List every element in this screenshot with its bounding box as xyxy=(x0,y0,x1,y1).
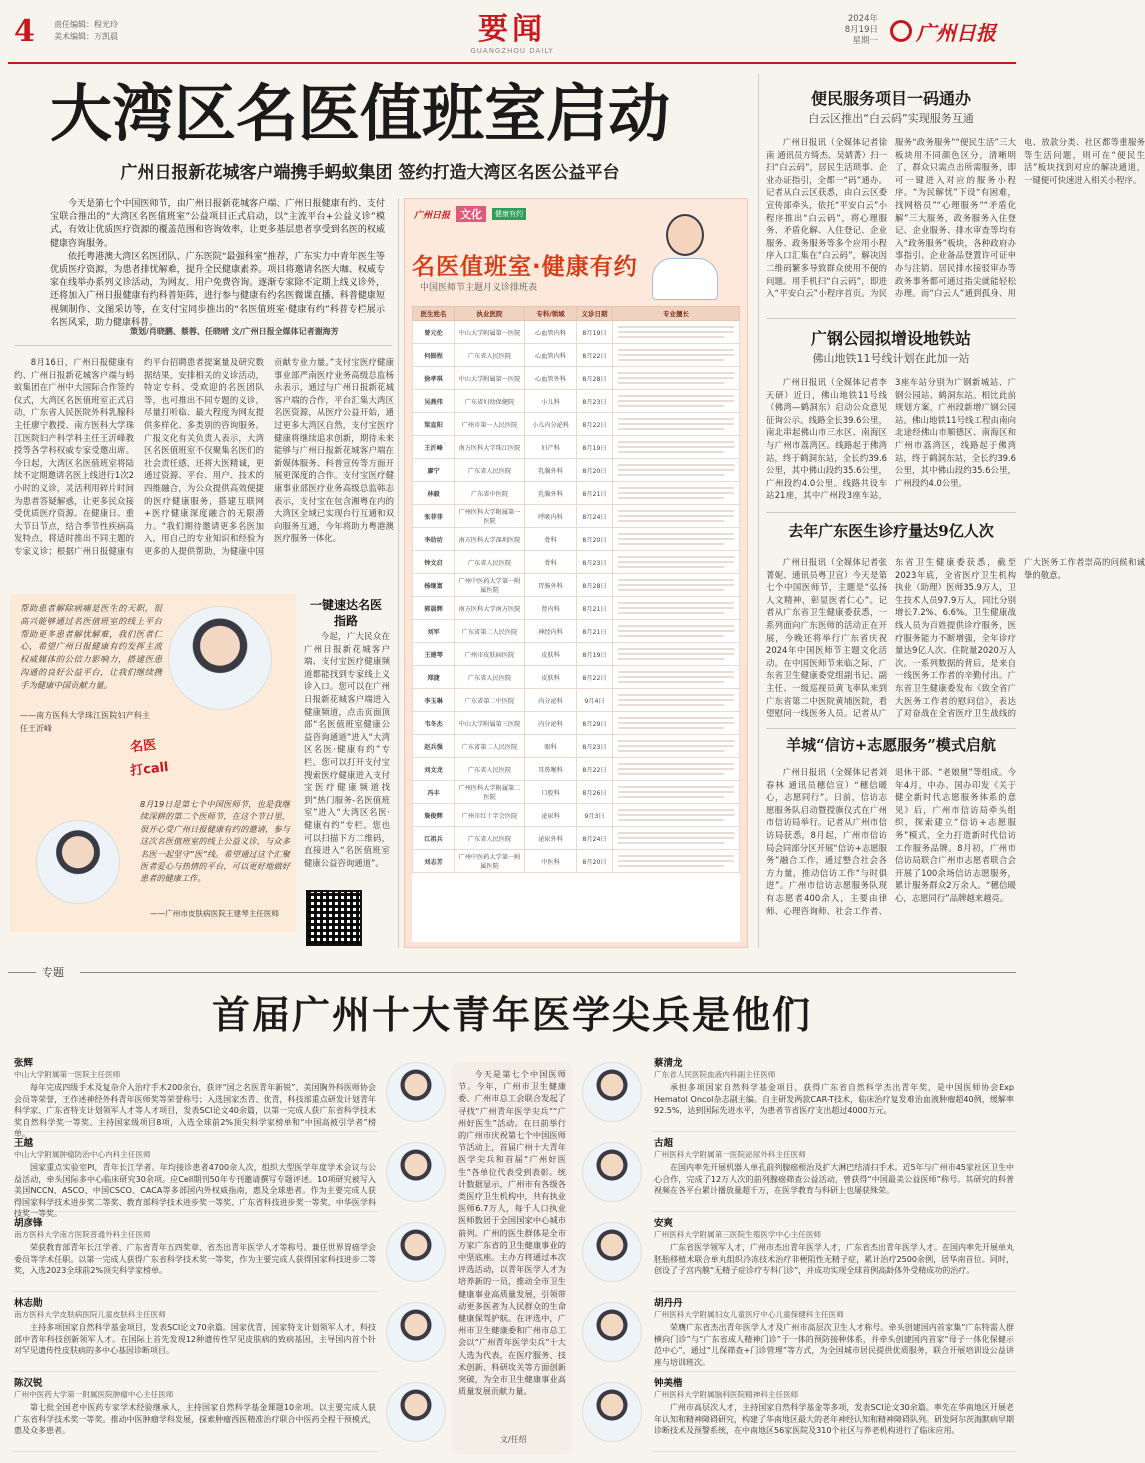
news4-title: 羊城“信访+志愿服务”模式启航 xyxy=(786,736,996,754)
special-headline: 首届广州十大青年医学尖兵是他们 xyxy=(211,992,812,1037)
row-expertise-lines xyxy=(613,321,740,344)
row-doctor: 钟文启 xyxy=(413,551,455,574)
profile-role: 广东省人民医院血液内科副主任医师 xyxy=(654,1070,776,1079)
row-hospital: 广东省中医院 xyxy=(455,482,525,505)
row-specialty: 呼吸内科 xyxy=(525,505,577,528)
row-specialty: 骨科 xyxy=(525,528,577,551)
row-hospital: 中山大学附属第三医院 xyxy=(455,712,525,735)
special-rule-left xyxy=(8,972,36,973)
special-left-column xyxy=(12,1052,378,1456)
row-expertise-lines xyxy=(613,390,740,413)
schedule-row xyxy=(413,620,740,643)
row-date: 8月23日 xyxy=(577,551,613,574)
row-doctor: 何振程 xyxy=(413,344,455,367)
row-hospital: 中山大学附属第一医院 xyxy=(455,367,525,390)
profile-role: 广州医科大学附属第三医院生殖医学中心主任医师 xyxy=(654,1230,822,1239)
guide-body: 今起，广大民众在广州日报新花城客户端、支付宝医疗健康频道都能找到专家线上义诊入口。您可以在广州日报新花城客户端进入健康频道，点击页面顶部“名医值班室健康公益咨询通道”进入“大湾区名医·健康有约”专栏。您可以打开支付宝搜索医疗健康进入支付宝医疗健康频道找到“热门服务-名医值班室”进入“大湾区名医·健康有约”专栏。您也可以扫描下方二维码，直接进入“名医值班室健康公益咨询通道”。 xyxy=(304,631,390,868)
row-expertise-lines xyxy=(613,597,740,620)
special-middle-body: 今天是第七个中国医师节。今年，广州市卫生健康委、广州市总工会联合发起了寻找“广州青年医学尖兵”“广州好医生”活动。在日前举行的广州市庆祝第七个中国医师节活动上，首届广州十大青年医学尖兵和首届“广州好医生”各单位代表受到表彰。统计数据显示，广州市有各级各类医疗卫生机构中，共有执业医师6.7万人，每千人口执业医师数居于全国国家中心城市前列。广州的医生群体是全市万家广东省的卫生健康事业的中坚底座。主办方将通过本次评选活动，以青年医学人才为培养新的一员，推动全市卫生健康事业高质量发展，引领带动更多医者为人民群众的生命健康保驾护航。在评选中，广州市卫生健康委和广州市总工会以“广州青年医学尖兵”十大人选为代表，在医疗服务、技术创新、科研攻关等方面创新突破，为全市卫生健康事业高质量发展贡献力量。 xyxy=(458,1069,566,1397)
row-expertise-lines xyxy=(613,735,740,758)
row-date: 8月19日 xyxy=(577,321,613,344)
row-doctor: 吴燕伟 xyxy=(413,390,455,413)
row-hospital: 广州市红十字会医院 xyxy=(455,804,525,827)
poster-doctor-illustration xyxy=(636,208,732,300)
row-doctor: 徐孝琪 xyxy=(413,367,455,390)
row-specialty: 内分泌科 xyxy=(525,712,577,735)
profile-name: 林志勋 xyxy=(14,1298,43,1309)
quote-2: 8月19日是第七个中国医师节，也是我继续深耕的第二个医师节，在这个节日里，很开心受广州日报健康有约的邀请，参与这次名医值班室的线上公益义诊，与众多名医一起坚守“医”线。希望通过这个汇聚医者爱心与热情的平台，可以更好地做好患者的健康工作。 xyxy=(140,799,290,884)
row-hospital: 广州中医药大学第一附属医院 xyxy=(455,574,525,597)
intro-divider xyxy=(14,345,392,346)
stamp-call: 打call xyxy=(129,760,170,779)
row-hospital: 广东省人民医院 xyxy=(455,344,525,367)
news2-subtitle: 佛山地铁11号线计划在此加一站 xyxy=(812,352,970,365)
special-left-photos xyxy=(382,1052,446,1456)
row-specialty: 乳腺外科 xyxy=(525,459,577,482)
row-date: 8月21日 xyxy=(577,482,613,505)
row-date: 8月19日 xyxy=(577,436,613,459)
col-date: 义诊日期 xyxy=(577,307,613,321)
row-specialty: 皮肤科 xyxy=(525,643,577,666)
row-date: 8月29日 xyxy=(577,712,613,735)
row-date: 9月3日 xyxy=(577,804,613,827)
row-doctor: 刘志芳 xyxy=(413,850,455,873)
row-doctor: 王沂峰 xyxy=(413,436,455,459)
profile-name: 王越 xyxy=(14,1138,34,1149)
poster-right-divider xyxy=(758,74,759,948)
doctor-profile xyxy=(652,1372,1016,1452)
lead-poster-divider xyxy=(398,198,399,948)
row-expertise-lines xyxy=(613,413,740,436)
row-doctor: 郭晨辉 xyxy=(413,597,455,620)
lead-headline: 大湾区名医值班室启动 xyxy=(50,77,671,150)
row-expertise-lines xyxy=(613,344,740,367)
row-hospital: 广东省人民医院 xyxy=(455,666,525,689)
row-hospital: 广东省人民医院 xyxy=(455,551,525,574)
profile-photo xyxy=(582,1142,642,1202)
row-date: 8月24日 xyxy=(577,827,613,850)
row-date: 8月22日 xyxy=(577,413,613,436)
news2-body: 广州日报讯（全媒体记者李天研）近日，佛山地铁11号线（佛湾—鹤洞东）启动公众意见征询公示。线路全长39.6公里，南北串起佛山市三水区、南海区与广州市荔湾区。线路起于佛湾站，终于鹤洞东站，全长约39.6公里，其中佛山段约35.6公里，广州段约4.0公里。线路共设车站21座，其中广州段3座车站，3座车站分别为广钢新城站、广钢公园站、鹤洞东站。相比此前规划方案，广州段新增广钢公园站。佛山地铁11号线工程由南向北途经佛山市顺德区、南海区和广州市荔湾区，线路起于佛湾站，终于鹤洞东站，全长约39.6公里，其中佛山段约35.6公里，广州段约4.0公里。 xyxy=(766,377,1016,501)
profile-desc: 荣膺广东省杰出青年医学人才及广州市高层次卫生人才称号。牵头创建国内首家集“广东特需人群横向门诊”与“广东省成人精神门诊”于一体的预防接种体系，并牵头创建国内首家“母子一体化保健示范中心”，通过“儿保筛查+门诊管理”等方式，为全国城市居民提供优质服务，联合开展培训设公益讲座与培训班次。 xyxy=(654,1323,1014,1367)
guide-title: 一键速达名医指路 xyxy=(309,598,382,628)
news1-subtitle: 白云区推出“白云码”实现服务互通 xyxy=(808,112,974,125)
row-doctor: 廖宁 xyxy=(413,459,455,482)
poster-brand-text: 广州日报 xyxy=(414,210,451,221)
row-date: 8月21日 xyxy=(577,597,613,620)
row-hospital: 广州中医药大学第一附属医院 xyxy=(455,850,525,873)
profile-name: 张辉 xyxy=(14,1058,34,1069)
profile-desc: 广东省医学领军人才，广州市杰出青年医学人才，广东省杰出青年医学人才。在国内率先开展单丸胚胎移植术联合单丸组织冷冻技术治疗非梗阻性无精子症，累计治疗2500余例，居华南首位。同时，创设了子宫内膜“无精子症诊疗专科门诊”，并成功实现全球首例高龄体外受精成功的治疗。 xyxy=(654,1243,1014,1276)
row-specialty: 耳鼻喉科 xyxy=(525,758,577,781)
schedule-row xyxy=(413,804,740,827)
row-date: 8月28日 xyxy=(577,367,613,390)
row-date: 8月20日 xyxy=(577,850,613,873)
row-date: 8月21日 xyxy=(577,620,613,643)
special-tag: 专题 xyxy=(42,966,64,979)
row-expertise-lines xyxy=(613,689,740,712)
row-specialty: 骨科 xyxy=(525,551,577,574)
lead-subtitle: 广州日报新花城客户端携手蚂蚁集团 签约打造大湾区名医公益平台 xyxy=(120,163,620,183)
schedule-row xyxy=(413,436,740,459)
row-specialty: 口腔科 xyxy=(525,781,577,804)
row-specialty: 妇产科 xyxy=(525,436,577,459)
quote-2-author: ——广州市皮肤病医院王建琴主任医师 xyxy=(150,909,280,918)
doctor-profile xyxy=(12,1212,378,1292)
profile-photo xyxy=(386,1142,446,1202)
row-specialty: 泌尿外科 xyxy=(525,827,577,850)
row-doctor: 杨继富 xyxy=(413,574,455,597)
row-hospital: 广州市第一人民医院 xyxy=(455,413,525,436)
profile-desc: 主持多项国家自然科学基金项目，发表SCI论文70余篇。国家优青，国家特支计划领军人才，科技部中青年科技创新领军人才。在国际上首先发现12种遗传性罕见皮肤病的致病基因，主导国内首个针对罕见遗传性皮肤病的多中心基因诊断项目。 xyxy=(14,1323,376,1356)
row-hospital: 广州医科大学附属第一医院 xyxy=(455,505,525,528)
schedule-row xyxy=(413,390,740,413)
profile-photo xyxy=(582,1382,642,1442)
logo-text: 广州日报 xyxy=(916,20,996,45)
news1-title: 便民服务项目一码通办 xyxy=(810,89,971,108)
row-expertise-lines xyxy=(613,482,740,505)
schedule-row xyxy=(413,712,740,735)
doctor-profile xyxy=(12,1052,378,1139)
row-hospital: 中山大学附属第一医院 xyxy=(455,321,525,344)
row-expertise-lines xyxy=(613,758,740,781)
profile-name: 胡彦锋 xyxy=(14,1218,43,1229)
row-specialty: 小儿科 xyxy=(525,390,577,413)
schedule-row xyxy=(413,758,740,781)
schedule-table-wrap xyxy=(412,306,740,942)
profile-desc: 在国内率先开展机器人单孔前列腺癌根治及扩大淋巴结清扫手术。近5年与广州市45家社区卫生中心合作，完成了12万人次的前列腺癌筛查公益活动，曾获得“中国最美公益医师”称号。其研究的科普视频在各平台累计播放量超千万，在医学教育与科研上也屡获殊荣。 xyxy=(654,1163,1014,1196)
news3-divider xyxy=(766,728,1016,729)
row-doctor: 李玉琳 xyxy=(413,689,455,712)
editor-credits xyxy=(54,19,118,43)
row-date: 8月20日 xyxy=(577,528,613,551)
profile-name: 安爽 xyxy=(654,1218,674,1229)
row-specialty: 小儿内分泌科 xyxy=(525,413,577,436)
row-expertise-lines xyxy=(613,643,740,666)
profile-role: 广州中医药大学第一附属医院肿瘤中心主任医师 xyxy=(14,1390,174,1399)
qr-code[interactable] xyxy=(306,890,362,946)
profile-name: 胡丹丹 xyxy=(654,1298,683,1309)
profile-role: 广州医科大学附属妇女儿童医疗中心儿童保健科主任医师 xyxy=(654,1310,844,1319)
schedule-row xyxy=(413,344,740,367)
profile-desc: 每年完成四级手术及复杂介入治疗手术200余台，获评“国之名医青年新锐”、美国胸外科医师协会会员等荣誉，王作述神经外科青年医师奖等荣誉称号；入选国家杰青、优青，科技部重点研发计划青年科学家、广东省特支计划领军人才等人才项目，发表SCI论文40余篇，以第一完成人获广东省科学技术奖自然科学奖一等奖、主持国家级项目8项，入选全球前2%顶尖科学家榜单和“中国高被引学者”榜单。 xyxy=(14,1083,376,1139)
row-specialty: 内分泌科 xyxy=(525,689,577,712)
row-hospital: 南方医科大学深圳医院 xyxy=(455,528,525,551)
row-specialty: 乳腺外科 xyxy=(525,482,577,505)
doctor-profile xyxy=(12,1292,378,1372)
poster-title: 名医值班室·健康有约 xyxy=(412,254,638,280)
row-expertise-lines xyxy=(613,505,740,528)
row-hospital: 广东省人民医院 xyxy=(455,758,525,781)
row-hospital: 广州市皮肤病医院 xyxy=(455,643,525,666)
row-specialty: 眼科 xyxy=(525,735,577,758)
quote-1-author: ——南方医科大学珠江医院妇产科主任王沂峰 xyxy=(20,711,150,733)
row-expertise-lines xyxy=(613,827,740,850)
quote-1: 帮助患者解除病痛是医生的天职，很高兴能够通过名医值班室的线上平台帮助更多患者解忧解难，我们医者仁心，希望广州日报健康有约发挥主流权威媒体的公信力影响力，搭建医患沟通的良好公益平台，让我们继续携手为健康中国贡献力量。 xyxy=(20,603,162,690)
row-date: 8月20日 xyxy=(577,459,613,482)
row-date: 8月22日 xyxy=(577,344,613,367)
doctor-photo-wangjianqin xyxy=(36,820,120,904)
news2-divider xyxy=(766,512,1016,513)
row-expertise-lines xyxy=(613,712,740,735)
doctor-profile xyxy=(652,1212,1016,1292)
schedule-row xyxy=(413,367,740,390)
row-date: 9月4日 xyxy=(577,689,613,712)
schedule-row xyxy=(413,551,740,574)
art-editor-line: 美术编辑：万凯晨 xyxy=(54,32,118,41)
row-date: 8月23日 xyxy=(577,390,613,413)
profile-desc: 国家重点实验室PI，青年长江学者。年均接诊患者4700余人次，组织大型医学年度学术会议与公益活动，牵头国际多中心临床研究30余项。应Cell期刊50年专刊邀请撰写专题评述。10项研究被写入美国NCCN、ASCO、中国CSCO、CACA等多部国内外权威指南，惠及全球患者。作为主要完成人获得国家科学技术进步奖二等奖、教育部科学技术进步奖一等奖、广东省科技进步奖一等奖、中华医学科技奖一等奖。 xyxy=(14,1163,376,1219)
profile-photo xyxy=(386,1222,446,1282)
row-doctor: 郑捷 xyxy=(413,666,455,689)
profile-name: 陈汉锐 xyxy=(14,1378,43,1389)
row-hospital: 南方医科大学珠江医院 xyxy=(455,436,525,459)
row-date: 8月22日 xyxy=(577,666,613,689)
schedule-row xyxy=(413,574,740,597)
section-title: 要闻 xyxy=(478,12,546,47)
row-hospital: 广东省第二中医院 xyxy=(455,689,525,712)
profile-desc: 荣获教育部青年长江学者、广东省青年五四奖章、省杰出青年医学人才等称号。兼任世界胃癌学会委员等学术任职。以第一完成人获得广东省科学技术奖一等奖，作为主要完成人获得国家科技进步二等奖，入选2023全球前2%顶尖科学家榜单。 xyxy=(14,1243,376,1276)
profile-photo xyxy=(386,1062,446,1122)
profile-role: 中山大学附属肿瘤防治中心内科主任医师 xyxy=(14,1150,151,1159)
doctor-profile xyxy=(652,1132,1016,1212)
date-weekday: 星期一 xyxy=(852,36,878,46)
row-specialty: 心血管内科 xyxy=(525,344,577,367)
news1-body: 广州日报讯（全媒体记者徐南 通讯员方绮杰、吴婧菁）扫一扫“白云码”，居民生活琐事、企业办证指引，全都一“码”通办。记者从白云区获悉，由白云区委宣传部牵头，依托“平安白云”小程序推出“白云码”，将心理服务、矛盾化解、入住登记、企业服务、政务服务等多个应用小程序入口汇集在“白云码”，解决因二维码繁多导致群众使用不便的问题。用手机扫“白云码”，即进入“平安白云”小程序首页。为民服务“政务服务”“便民生活”三大板块用不同颜色区分，清晰明了，群众只需点击所需服务，即可一键进入对应的服务小程序。“为民解忧”下设“有困难，找网格员”“心理服务”“矛盾化解”三大服务，政务服务入住登记、企业服务、排水审查等均有入“政务服务”板块，各种政府办事指引、企业备品登置许可证申办与注销、居民排水接驳审办等政务事务都可通过指尖就能轻松办理。而“白云人”通到孤身、用电、放款分类、社区都等重服务等生活问题，则可在“便民生活”板块找到对应的解决通道，一键便可快速进入相关小程序。 xyxy=(766,137,1145,299)
profile-role: 广州医科大学附属脑科医院精神科主任医师 xyxy=(654,1390,799,1399)
row-expertise-lines xyxy=(613,620,740,643)
schedule-row xyxy=(413,459,740,482)
doctor-profile xyxy=(12,1372,378,1452)
schedule-row xyxy=(413,735,740,758)
row-doctor: 韦冬杰 xyxy=(413,712,455,735)
doctor-profile xyxy=(12,1132,378,1219)
poster-brand-culture: 文化 xyxy=(456,206,486,222)
news2-title: 广钢公园拟增设地铁站 xyxy=(810,329,971,348)
row-doctor: 李幼坊 xyxy=(413,528,455,551)
lead-body: 8月16日，广州日报健康有约、广州日报新花城客户端与蚂蚁集团在广州中大国际合作签约仪式，大湾区名医值班室正式启动，广东省人民医院外科乳腺科主任廖宁教授、南方医科大学珠江医院妇产科学科主任王沂峰教授等各学科权威专家受邀出席。今日起，大湾区名医值班室将陆续不定期邀请名医上线进行1次2小时的义诊，灵活利用碎片时间为患者答疑解惑，让更多民众接受优质医疗资源。在健康日、重大节日节点，结合季节性疾病高发特点，将适时推出不同主题的专家义诊；根据广州日报健康有约平台招聘患者提案量及研究数据结果，安排相关的义诊活动，特定专科、受欢迎的名医团队等，也可推出不同专题的义诊，尽量打听临、最大程度为网友提供多样化、多类别的咨询服务。广报文化有关负责人表示，大湾区名医值班室不仅聚集名医们的社会责任感，还将大医精诚，更通过资源、平台、用户、技术的四维融合，为公众提供高效便捷的医疗健康服务，搭建互联网+医疗健康深度融合的无限潜力。“我们期待邀请更多名医加入，用自己的专业知识和经验为更多的人提供帮助，为健康中国贡献专业力量。”支付宝医疗健康事业部严南医疗业务高级总监杨永表示，通过与广州日报新花城客户端的合作，平台汇集大湾区名医资源，从医疗公益开始，通过更多大湾区自然，支付宝医疗健康将继续追求创新，期待未来能够与广州日报新花城客户端在新媒体服务、科普宣传等方面开展更深度的合作。支付宝医疗健康事业部医疗业务高级总监韩志表示，支付宝在包含湘粤在内的大湾区全域已实现台行互通和双向服务互通，今年将助力粤港澳医疗服务一体化。 xyxy=(14,357,394,556)
schedule-row xyxy=(413,827,740,850)
schedule-row xyxy=(413,781,740,804)
editor-line: 责任编辑：程光玲 xyxy=(54,20,118,29)
schedule-row xyxy=(413,850,740,873)
intro-paragraph-1: 今天是第七个中国医师节，由广州日报新花城客户端、广州日报健康有约、支付宝联合推出的“大湾区名医值班室”公益项目正式启动，以“主流平台+公益义诊”模式，有效让优质医疗资源的覆盖范围和咨询效率，让更多基层患者享受到名医的权威健康咨询服务。 xyxy=(50,199,385,249)
row-doctor: 刘文龙 xyxy=(413,758,455,781)
row-specialty: 神经内科 xyxy=(525,620,577,643)
date-year: 2024年 xyxy=(847,14,878,24)
poster-badge: 健康有约 xyxy=(492,208,526,220)
row-doctor: 江祖兵 xyxy=(413,827,455,850)
row-date: 8月23日 xyxy=(577,735,613,758)
row-expertise-lines xyxy=(613,850,740,873)
row-doctor: 林毅 xyxy=(413,482,455,505)
lead-intro xyxy=(50,198,385,338)
row-doctor: 赵兵强 xyxy=(413,735,455,758)
schedule-row xyxy=(413,528,740,551)
col-specialty: 专科/领域 xyxy=(525,307,577,321)
profile-name: 钟美楷 xyxy=(654,1378,683,1389)
row-doctor: 曾元伦 xyxy=(413,321,455,344)
logo-mark-icon xyxy=(890,20,912,42)
profile-photo xyxy=(386,1302,446,1362)
row-expertise-lines xyxy=(613,804,740,827)
special-rule-right xyxy=(80,972,1016,973)
special-right-column xyxy=(652,1052,1016,1456)
stamp-famous-doctor: 名医 xyxy=(129,737,157,756)
row-specialty: 肾内科 xyxy=(525,597,577,620)
row-doctor: 刘军 xyxy=(413,620,455,643)
schedule-row xyxy=(413,666,740,689)
poster-brand xyxy=(414,206,526,222)
profile-desc: 广州市高层次人才，主持国家自然科学基金等多项，发表SCI论文30余篇。率先在华南地区开展老年认知和精神障碍研究，构建了华南地区最大的老年神经认知和精神障碍队列。研发阿尔茨海默病早期诊断技术及预警系统，在中南地区56家医院及310个社区与养老机构进行了临床应用。 xyxy=(654,1403,1014,1436)
row-specialty: 皮肤科 xyxy=(525,666,577,689)
profile-photo xyxy=(582,1302,642,1362)
row-hospital: 广东省人民医院 xyxy=(455,459,525,482)
profile-desc: 承担多项国家自然科学基金项目，获得广东省自然科学杰出青年奖，是中国医师协会Exp Hematol Oncol杂志副主编。自主研发两款CAR-T技术，临床治疗复发难治血液肿瘤超40例，缓解率92.5%，达到国际先进水平，为患者节省医疗支出超过4000万元。 xyxy=(654,1083,1014,1116)
profile-photo xyxy=(582,1222,642,1282)
profile-role: 南方医科大学南方医院普通外科主任医师 xyxy=(14,1230,151,1239)
schedule-row xyxy=(413,321,740,344)
row-specialty: 中医科 xyxy=(525,850,577,873)
issue-date xyxy=(830,14,878,47)
news1-divider xyxy=(766,318,1016,319)
header-rule xyxy=(8,62,1016,64)
intro-paragraph-2: 依托粤港澳大湾区名医团队、广东医院“最强科室”推荐，广东实力中青年医生等优质医疗资源，为患者排忧解难，提升全民健康素养。项目将邀请名医大咖、权威专家在线举办系列义诊活动，为网友、用户免费咨询。逐渐专家除不定期上线义诊外，还将加入广州日报健康有约科普矩阵，进行参与健康有约名医微课直播、科普健康短视频制作、文图采访等，在支付宝同步推出的“名医值班室·健康有约”科普专栏展示名医风采，助力健康科普。 xyxy=(50,251,385,328)
row-specialty: 心血管外科 xyxy=(525,367,577,390)
schedule-rows xyxy=(413,321,740,873)
row-date: 8月22日 xyxy=(577,758,613,781)
schedule-table xyxy=(412,306,740,873)
row-doctor: 冯丰 xyxy=(413,781,455,804)
page-number: 4 xyxy=(14,14,35,49)
row-hospital: 广州医科大学附属第二医院 xyxy=(455,781,525,804)
col-expertise: 专业擅长 xyxy=(613,307,740,321)
col-hospital: 执业医院 xyxy=(455,307,525,321)
row-specialty: 胃肠外科 xyxy=(525,574,577,597)
schedule-row xyxy=(413,597,740,620)
row-doctor: 王建琴 xyxy=(413,643,455,666)
row-hospital: 南方医科大学南方医院 xyxy=(455,597,525,620)
section-title-en: GUANGZHOU DAILY xyxy=(470,47,554,55)
row-specialty: 泌尿科 xyxy=(525,804,577,827)
row-expertise-lines xyxy=(613,528,740,551)
schedule-row xyxy=(413,643,740,666)
row-date: 8月19日 xyxy=(577,643,613,666)
doctor-photo-wangyifeng xyxy=(168,606,272,710)
row-hospital: 广东省人民医院 xyxy=(455,827,525,850)
date-month-day: 8月19日 xyxy=(844,25,878,35)
profile-role: 广州医科大学附属第一医院泌尿外科主任医师 xyxy=(654,1150,806,1159)
row-expertise-lines xyxy=(613,436,740,459)
schedule-row xyxy=(413,505,740,528)
row-specialty: 心血管内科 xyxy=(525,321,577,344)
row-doctor: 梁直阳 xyxy=(413,413,455,436)
row-expertise-lines xyxy=(613,367,740,390)
row-hospital: 广东省第二人民医院 xyxy=(455,735,525,758)
profile-role: 南方医科大学皮肤病医院儿童皮肤科主任医师 xyxy=(14,1310,166,1319)
profile-name: 古超 xyxy=(654,1138,674,1149)
schedule-row xyxy=(413,689,740,712)
special-right-photos xyxy=(578,1052,648,1456)
profile-desc: 第七批全国老中医药专家学术经验继承人，主持国家自然科学基金课题10余项。以主要完成人获广东省科学技术奖一等奖。推动中医肿瘤学科发展，探索肿瘤西医精准治疗联合中医药全程干预模式，惠及众多患者。 xyxy=(14,1403,376,1436)
row-date: 8月26日 xyxy=(577,781,613,804)
row-date: 8月24日 xyxy=(577,505,613,528)
lead-credit: 策划/肖晓鹏、蔡蓉、任晓晴 文/广州日报全媒体记者谢海芳 xyxy=(130,327,339,336)
row-expertise-lines xyxy=(613,574,740,597)
profile-photo xyxy=(386,1382,446,1442)
profile-photo xyxy=(582,1062,642,1122)
row-hospital: 广东省妇幼保健院 xyxy=(455,390,525,413)
special-middle-credit: 文/任绍 xyxy=(500,1435,527,1444)
row-hospital: 广东省第二人民医院 xyxy=(455,620,525,643)
news3-body: 广州日报讯（全媒体记者张菁妮、通讯员粤卫宣）今天是第七个中国医师节，主题是“弘扬人文精神，彰显医者仁心”。记者从广东省卫生健康委获悉，一系列面向广东医师的活动正在开展，今晚还将举行广东省庆祝2024年中国医师节主题文化活动。在中国医师节来临之际，广东省卫生健康委党组副书记、副主任、一级巡视员黄飞率队来到广东省第二中医院黄埔医院，看望慰问一线医务人员。记者从广东省卫生健康委获悉，截至2023年底，全省医疗卫生机构执业（助理）医师35.9万人，卫生技术人员97.9万人，同比分别增长7.2%、6.6%。卫生健康战线人员为百姓提供诊疗服务，医疗服务能力不断增强，全年诊疗量达9亿人次、住院量2020万人次。一系列数据的背后，是来自一线医务工作者的辛勤付出。广东省卫生健康委发布《致全省广大医务工作者的慰问信》，表达了对奋战在全省医疗卫生战线的广大医务工作者崇高的问候和诚挚的敬意。 xyxy=(766,557,1145,719)
profile-role: 中山大学附属第一医院主任医师 xyxy=(14,1070,121,1079)
doctor-profile xyxy=(652,1052,1016,1132)
schedule-row xyxy=(413,482,740,505)
row-expertise-lines xyxy=(613,781,740,804)
news4-body: 广州日报讯（全媒体记者刘春林 通讯员穗信宣）“穗信暖心，志愿同行”。日前，信访志愿服务队启动暨授旗仪式在广州市信访局举行。记者从广州市信访局获悉，8月起，广州市信访局会同部分区开展“信访+志愿服务”融合工作，通过整合社会各方力量，推动信访工作“与时俱进”。广州市信访志愿服务队现有志愿者400余人，主要由律师、心理咨询师、社会工作者、退休干部、“老娘舅”等组成。今年4月，中办、国办印发《关于健全新时代志愿服务体系的意见》后，广州市信访局牵头组织，探索建立“信访+志愿服务”模式，全力打造新时代信访工作服务品牌。8月初，广州市信访局联合广州市志愿者联合会开展了100余场信访志愿服务，累计服务群众2万余人。“穗信暖心，志愿同行”品牌越来越亮。 xyxy=(766,767,1016,916)
profile-name: 蔡清龙 xyxy=(654,1058,683,1069)
row-doctor: 张菲菲 xyxy=(413,505,455,528)
row-expertise-lines xyxy=(613,666,740,689)
row-doctor: 詹俊辉 xyxy=(413,804,455,827)
row-date: 8月28日 xyxy=(577,574,613,597)
poster-subtitle: 中国医师节主题月义诊排班表 xyxy=(420,283,538,293)
row-expertise-lines xyxy=(613,551,740,574)
schedule-row xyxy=(413,413,740,436)
doctor-profile xyxy=(652,1292,1016,1372)
news3-title: 去年广东医生诊疗量达9亿人次 xyxy=(788,522,994,540)
newspaper-logo xyxy=(890,14,1016,48)
row-expertise-lines xyxy=(613,459,740,482)
col-doctor: 医生姓名 xyxy=(413,307,455,321)
